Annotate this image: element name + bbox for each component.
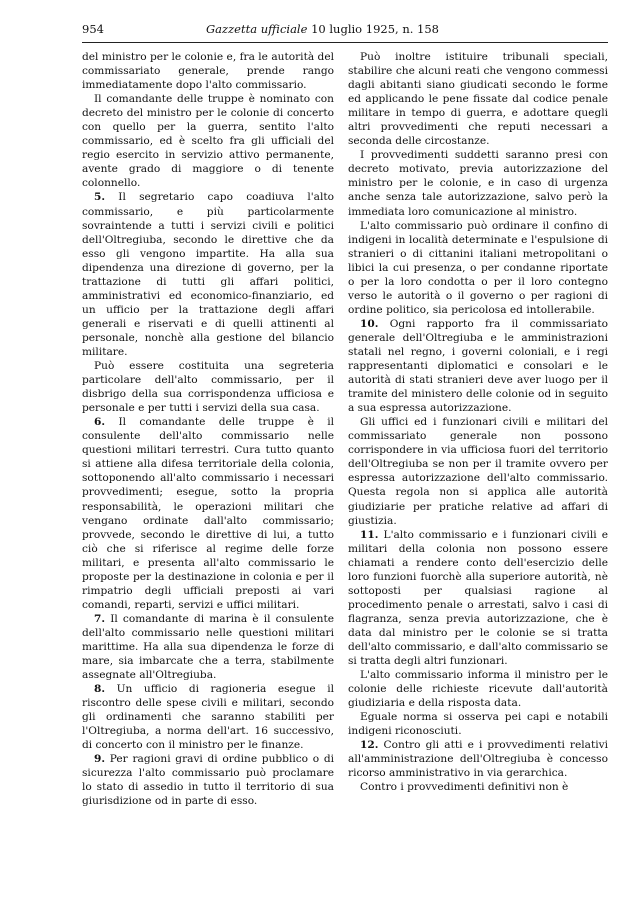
paragraph-text: Ogni rapporto fra il commissariato generale dell'Oltregiuba e le amministrazioni statali nel regno, i governi coloniali, e i regi rappresentanti diplomatici e consolari e le autorità di stati stranieri deve aver luogo per il tramite del ministero delle colonie od in seguito a sua espressa autorizzazione. <box>348 317 608 415</box>
paragraph <box>82 92 334 190</box>
paragraph-text: Può essere costituita una segreteria particolare dell'alto commissario, per il disbrigo della sua corrispondenza ufficiosa e personale e per tutti i servizi della sua casa. <box>82 360 334 415</box>
paragraph <box>82 612 334 682</box>
paragraph <box>82 190 334 359</box>
paragraph-text: del ministro per le colonie e, fra le autorità del commissariato generale, prende rango immediatamente dopo l'alto commissario. <box>82 51 334 92</box>
paragraph-text: L'alto commissario può ordinare il confino di indigeni in località determinate e l'espulsione di stranieri o di cittanini italiani metropolitani o libici la cui presenza, o per condanne riportate o per la loro condotta o per il loro contegno verso le autorità o il governo o per ragioni di ordine politico, sia pericolosa ed intollerabile. <box>348 219 608 316</box>
paragraph <box>82 50 334 92</box>
header-rule <box>82 42 608 43</box>
paragraph <box>348 528 608 668</box>
page-number: 954 <box>82 22 104 36</box>
paragraph-text: L'alto commissario e i funzionari civili e militari della colonia non possono essere chiamati a rendere conto dell'esercizio delle loro funzioni fuorchè alla superiore autorità, nè sottoposti per qualsiasi ragione al procedimento penale o arrestati, salvo i casi di flagranza, senza previa autorizzazione, che è data dal ministro per le colonie se si tratta dell'alto commissario, e dall'alto commissario se si tratta degli altri funzionari. <box>348 528 609 668</box>
article-number: 8. <box>94 683 106 696</box>
paragraph <box>82 752 334 808</box>
paragraph-text: Il comandante delle truppe è nominato con decreto del ministro per le colonie di concerto con quello per la guerra, sentito l'alto commissario, ed è scelto fra gli ufficiali del regio esercito in servizio attivo permanente, avente grado di maggiore o di tenente colonnello. <box>82 93 334 190</box>
paragraph-text: Per ragioni gravi di ordine pubblico o di sicurezza l'alto commissario può proclamare lo stato di assedio in tutto il territorio di sua giurisdizione od in parte di esso. <box>82 753 334 808</box>
paragraph-text: Gli uffici ed i funzionari civili e militari del commissariato generale non possono corrispondere in via ufficiosa fuori del territorio dell'Oltregiuba se non per il tramite ovvero per espressa autorizzazione dell'alto commissario. Questa regola non si applica alle autorità giudiziarie per pratiche relative ad affari di giustizia. <box>348 416 608 527</box>
issue-date: 10 luglio 1925, n. 158 <box>311 22 439 36</box>
right-column <box>348 50 608 794</box>
article-number: 10. <box>360 317 379 330</box>
paragraph <box>348 317 608 415</box>
paragraph-text: Il segretario capo coadiuva l'alto commissario, e più particolarmente sovraintende a tutti i servizi civili e politici dell'Oltregiuba, secondo le direttive che da esso gli vengono impartite. Ha alla sua dipendenza una direzione di governo, per la trattazione di tutti gli affari politici, amministrativi ed economico-finanziario, ed un ufficio per la trattazione degli affari generali e riservati e di quelli attinenti al personale, nonchè alla gestione del bilancio militare. <box>82 191 334 358</box>
paragraph-text: Contro gli atti e i provvedimenti relativi all'amministrazione dell'Oltregiuba è concesso ricorso amministrativo in via gerarchica. <box>348 739 608 780</box>
paragraph <box>348 415 608 527</box>
paragraph <box>82 359 334 415</box>
paragraph <box>348 738 608 780</box>
article-number: 6. <box>94 416 106 429</box>
paragraph-text: Un ufficio di ragioneria esegue il riscontro delle spese civili e militari, secondo gli ordinamenti che saranno stabiliti per l'Oltregiuba, a norma dell'art. 16 successivo, di concerto con il ministro per le finanze. <box>82 683 334 752</box>
page-header <box>82 22 607 38</box>
paragraph-text: I provvedimenti suddetti saranno presi con decreto motivato, previa autorizzazione del ministro per le colonie, e in caso di urgenza anche senza tale autorizzazione, salvo però la immediata loro comunicazione al ministro. <box>348 149 608 218</box>
article-number: 7. <box>94 612 106 625</box>
paragraph <box>348 50 608 148</box>
article-number: 12. <box>360 739 379 752</box>
paragraph-text: Eguale norma si osserva pei capi e notabili indigeni riconosciuti. <box>348 711 608 738</box>
article-number: 9. <box>94 753 106 766</box>
paragraph <box>348 219 608 317</box>
article-number: 5. <box>94 191 106 204</box>
article-number: 11. <box>360 528 379 541</box>
paragraph <box>348 668 608 710</box>
paragraph <box>82 415 334 612</box>
paragraph-text: Il comandante delle truppe è il consulente dell'alto commissario nelle questioni militari terrestri. Cura tutto quanto si attiene alla difesa territoriale della colonia, sottoponendo all'alto commissario i necessari provvedimenti; esegue, sotto la propria responsabilità, le operazioni militari che vengano ordinate dall'alto commissario; provvede, secondo le direttive di lui, a tutto ciò che si riferisce al regime delle forze militari, e presenta all'alto commissario le proposte per la destinazione in colonia e per il rimpatrio degli ufficiali preposti ai vari comandi, reparti, servizi e uffici militari. <box>82 416 334 611</box>
paragraph <box>82 682 334 752</box>
paragraph-text: Il comandante di marina è il consulente dell'alto commissario nelle questioni militari marittime. Ha alla sua dipendenza le forze di mare, sia imbarcate che a terra, stabilmente assegnate all'Oltregiuba. <box>82 612 334 682</box>
paragraph-text: Contro i provvedimenti definitivi non è <box>360 781 569 794</box>
paragraph <box>348 148 608 218</box>
gazette-name: Gazzetta ufficiale <box>206 22 308 36</box>
paragraph <box>348 780 608 794</box>
paragraph-text: Può inoltre istituire tribunali speciali, stabilire che alcuni reati che vengono commessi dagli abitanti siano giudicati secondo le forme ed applicando le pene fissate dal codice penale militare in tempo di guerra, e adottare quegli altri provvedimenti che reputi necessari a seconda delle circostanze. <box>348 51 608 148</box>
publication-title <box>206 22 439 36</box>
paragraph <box>348 710 608 738</box>
left-column <box>82 50 334 809</box>
paragraph-text: L'alto commissario informa il ministro per le colonie delle richieste ricevute dall'autorità giudiziaria e della risposta data. <box>348 669 608 710</box>
